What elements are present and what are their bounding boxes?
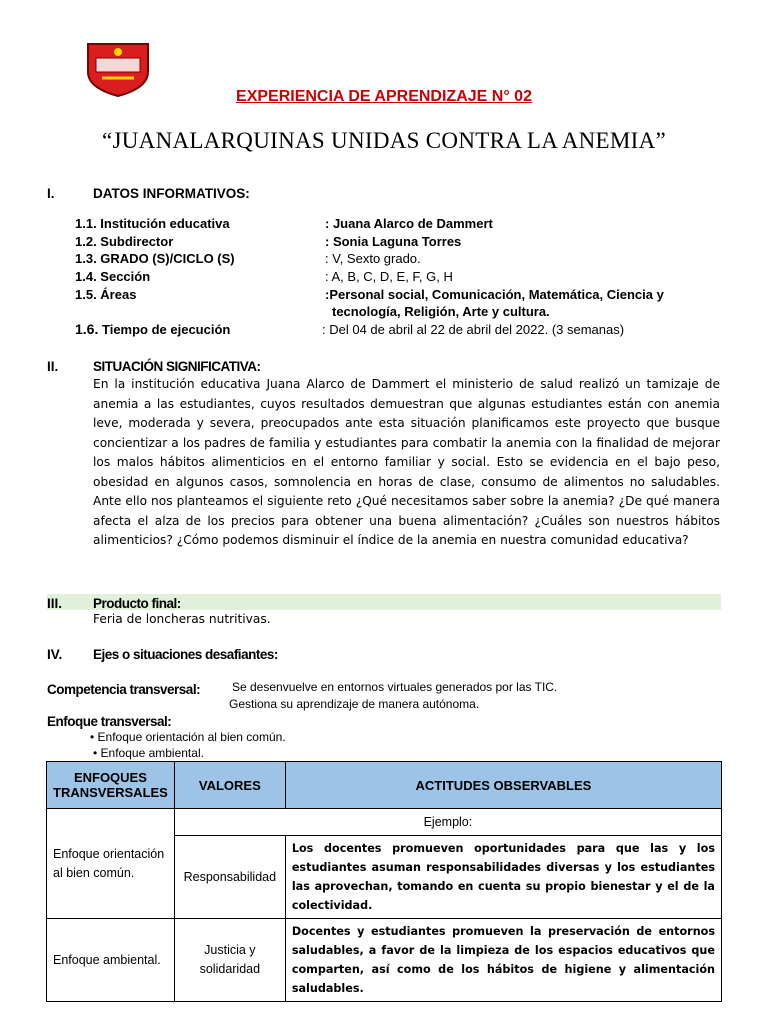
info-key-number: 1.6. (75, 321, 99, 337)
section2-title: SITUACIÓN SIGNIFICATIVA: (93, 359, 261, 374)
info-value: : V, Sexto grado. (325, 251, 421, 266)
significant-situation-text: En la institución educativa Juana Alarco de Dammert el ministerio de salud realizó un tamizaje de anemia a las estudiantes, cuyos resultados demuestran que algunas estudiantes están con anemia leve, moderada y severa, preocupados ante esta situación planificamos este proyecto que busque concientizar a los padres de familia y estudiantes para combatir la anemia con la finalidad de mejorar los malos hábitos alimenticios en el entorno familiar y social. Esto se evidencia en el bajo peso, obesidad en algunos casos, somnolencia en horas de clase, consumo de alimentos no saludables. Ante ello nos planteamos el siguiente reto ¿Qué necesitamos saber sobre la anemia? ¿De qué manera afecta el alza de los precios para obtener una buena alimentación? ¿Cuáles son nuestros hábitos alimenticios? ¿Cómo podemos disminuir el índice de la anemia en nuestra comunidad educativa? (93, 377, 720, 547)
section3-title: Producto final: (93, 596, 181, 611)
info-value: : Juana Alarco de Dammert (325, 216, 493, 231)
example-label: Ejemplo: (174, 809, 721, 836)
attitude-cell: Docentes y estudiantes promueven la preservación de entornos saludables, a favor de la limpieza de los espacios educativos que comparten, así como de los hábitos de higiene y alimentación saludables. (285, 919, 721, 1002)
approach-item-common-good: • Enfoque orientación al bien común. (90, 730, 286, 744)
section1-title: DATOS INFORMATIVOS: (93, 186, 250, 201)
header-values: VALORES (174, 762, 285, 809)
info-key: 1.1. Institución educativa (75, 216, 230, 231)
info-value: : A, B, C, D, E, F, G, H (325, 269, 453, 284)
value-cell: Responsabilidad (174, 836, 285, 919)
experience-title: EXPERIENCIA DE APRENDIZAJE N° 02 (236, 88, 532, 105)
info-key: 1.2. Subdirector (75, 234, 174, 249)
header-attitudes: ACTITUDES OBSERVABLES (285, 762, 721, 809)
transversal-competence-line1: Se desenvuelve en entornos virtuales generados por las TIC. (232, 680, 558, 694)
section4-title: Ejes o situaciones desafiantes: (93, 647, 278, 662)
transversal-competence-label: Competencia transversal: (47, 682, 201, 697)
section2-number: II. (47, 359, 59, 374)
approach-cell: Enfoque ambiental. (47, 919, 175, 1002)
table-row (47, 919, 722, 1002)
approach-item-environmental: • Enfoque ambiental. (93, 746, 204, 760)
table-row (47, 809, 722, 836)
final-product-text: Feria de loncheras nutritivas. (93, 612, 271, 626)
section1-number: I. (47, 186, 55, 201)
value-cell: Justicia y solidaridad (174, 919, 285, 1002)
info-value-areas-continued: tecnología, Religión, Arte y cultura. (332, 304, 550, 319)
transversal-approach-label: Enfoque transversal: (47, 714, 172, 729)
approach-cell: Enfoque orientación al bien común. (47, 809, 175, 919)
attitude-cell: Los docentes promueven oportunidades para que las y los estudiantes asuman responsabilidades diversas y los estudiantes las aprovechan, tomando en cuenta su propio bienestar y el de la colectividad. (285, 836, 721, 919)
table-header-row (47, 762, 722, 809)
approaches-table (46, 761, 722, 1002)
main-title: “JUANALARQUINAS UNIDAS CONTRA LA ANEMIA” (102, 128, 666, 153)
transversal-competence-line2: Gestiona su aprendizaje de manera autónoma. (229, 697, 480, 711)
info-value: : Sonia Laguna Torres (325, 234, 462, 249)
info-key: 1.5. Áreas (75, 287, 137, 302)
info-key: Tiempo de ejecución (102, 322, 231, 337)
info-key: 1.3. GRADO (S)/CICLO (S) (75, 251, 235, 266)
info-value: :Personal social, Comunicación, Matemática, Ciencia y (325, 287, 664, 302)
section3-number: III. (47, 596, 63, 611)
info-value: : Del 04 de abril al 22 de abril del 2022. (3 semanas) (322, 322, 625, 337)
header-approaches: ENFOQUES TRANSVERSALES (47, 762, 175, 809)
info-key: 1.4. Sección (75, 269, 151, 284)
section4-number: IV. (47, 647, 63, 662)
